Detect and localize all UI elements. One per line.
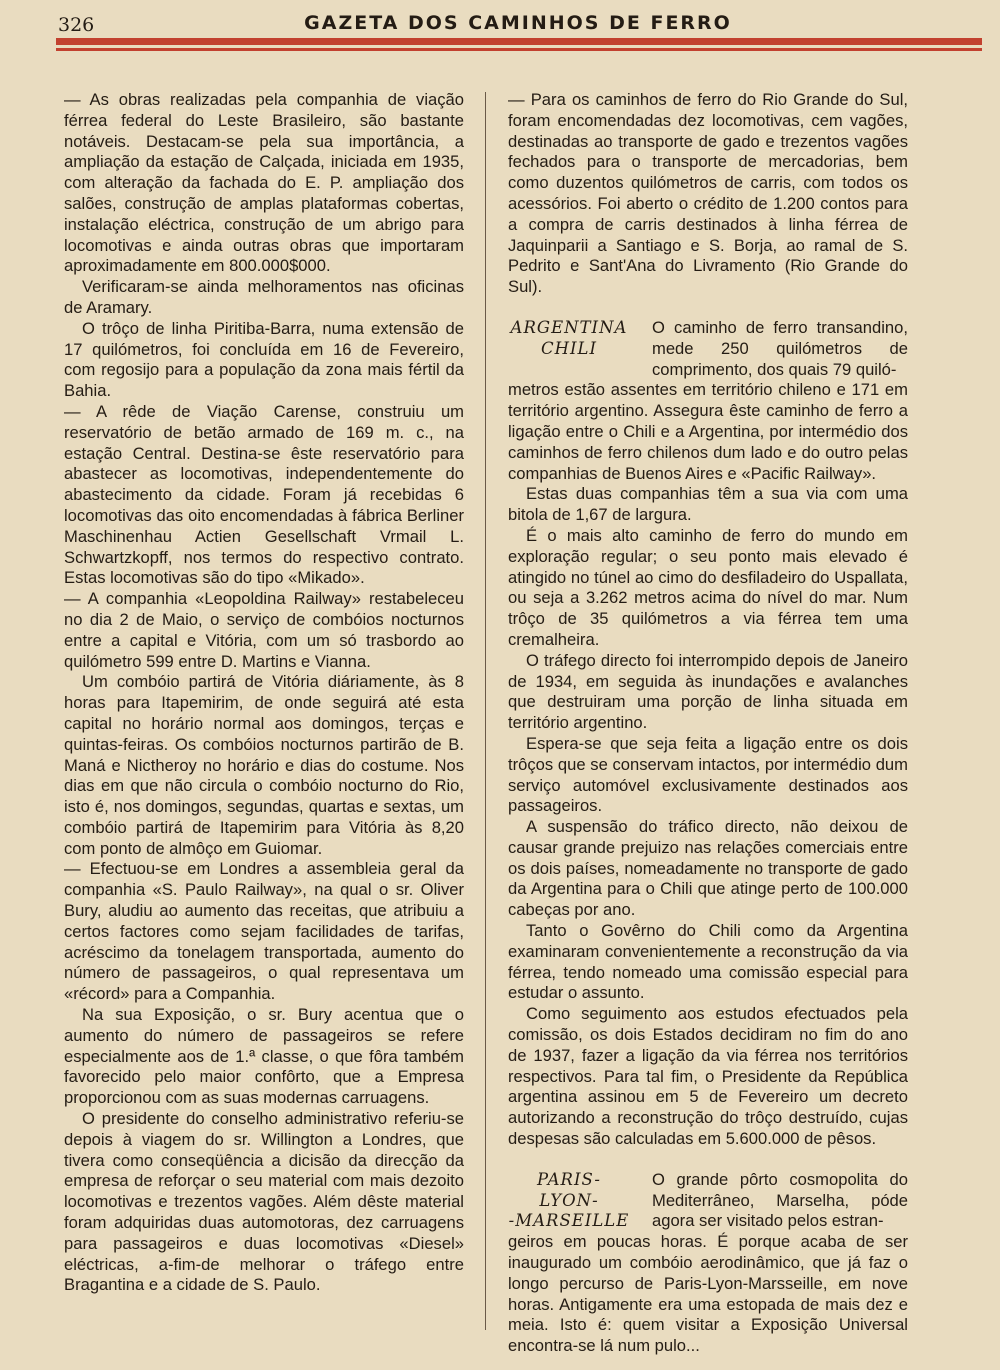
header-rule-thick [56, 38, 982, 45]
page-number: 326 [58, 14, 95, 36]
section-heading [508, 318, 630, 380]
article-paragraph: Espera-se que seja feita a ligação entre os dois trôços que se conservam intactos, por intermédio dum serviço automóvel exclusivamente destinados aos passageiros. [508, 733, 908, 816]
article-paragraph: Verificaram-se ainda melhoramentos nas oficinas de Aramary. [64, 277, 464, 317]
article-paragraph: A suspensão do tráfico directo, não deixou de causar grande prejuizo nas relações comerciais entre os dois países, nomeadamente no transporte de gado da Argentina para o Chili que atinge perto de 100.000 cabeças por ano. [508, 817, 908, 920]
section-heading-line: -MARSEILLE [508, 1211, 630, 1231]
section-heading-line: PARIS-LYON- [537, 1169, 601, 1210]
article-paragraph: — As obras realizadas pela companhia de viação férrea federal do Leste Brasileiro, são bastante notáveis. Destacam-se pela sua importância, a ampliação da estação de Calçada, iniciada em 1935, com alteração da fachada do E. P. ampliação dos salões, construção de amplas plataformas cobertas, instalação eléctrica, construção de um abrigo para locomotivas e ainda outras obras que importaram aproximadamente em 800.000$000. [64, 90, 464, 276]
article-paragraph: — Para os caminhos de ferro do Rio Grande do Sul, foram encomendadas dez locomotivas, cem vagões, destinadas ao transporte de gado e trezentos vagões fechados para o transporte de mercadorias, bem como duzentos quilómetros de carris, com todos os acessórios. Foi aberto o crédito de 1.200 contos para a compra de carris destinados à linha férrea de Jaquinparii a Santiago e S. Borja, ao ramal de S. Pedrito e Sant'Ana do Livramento (Rio Grande do Sul). [508, 90, 908, 297]
article-paragraph: O tráfego directo foi interrompido depois de Janeiro de 1934, em seguida às inundações e avalanches que destruiram uma porção de linha situada em território argentino. [508, 650, 908, 733]
article-paragraph: metros estão assentes em território chileno e 171 em território argentino. Assegura êste caminho de ferro a ligação entre o Chili e a Argentina, por intermédio dos caminhos de ferro chilenos dum lado e do outro pelas companhias de Buenos Aires e «Pacific Railway». [508, 380, 908, 483]
article-paragraph: Estas duas companhias têm a sua via com uma bitola de 1,67 de largura. [508, 484, 908, 525]
column-divider [485, 92, 486, 1330]
article-paragraph: O trôço de linha Piritiba-Barra, numa extensão de 17 quilómetros, foi concluída em 16 de Fevereiro, com regosijo para a população da zona mais fértil da Bahia. [64, 318, 464, 401]
section-argentina-chili [508, 318, 908, 380]
article-paragraph: — Efectuou-se em Londres a assembleia geral da companhia «S. Paulo Railway», na qual o sr. Oliver Bury, aludiu ao aumento das receitas, que atribuiu a certos factores como sejam facilidades de tarifas, acréscimo da tonelagem transportada, aumento do número de passageiros, o qual representava um «récord» para a Companhia. [64, 859, 464, 1004]
article-paragraph: Na sua Exposição, o sr. Bury acentua que o aumento do número de passageiros se refere especialmente aos de 1.ª classe, o que fôra também favorecido pelo maior confôrto, que a Empresa proporcionou com as suas modernas carruagens. [64, 1005, 464, 1108]
right-column [508, 90, 908, 1357]
journal-title: GAZETA DOS CAMINHOS DE FERRO [304, 12, 732, 34]
article-paragraph: Um combóio partirá de Vitória diáriamente, às 8 horas para Itapemirim, de onde seguirá até esta capital no horário normal aos domingos, terças e quintas-feiras. Os combóios nocturnos partirão de B. Maná e Nictheroy no horário e dias do costume. Nos dias em que não circula o combóio nocturno do Rio, isto é, nos domingos, segundas, quartas e sextas, um combóio partirá de Itapemirim para Vitória às 8,20 com ponto de almôço em Guiomar. [64, 672, 464, 858]
left-column [64, 90, 464, 1296]
article-paragraph: — A companhia «Leopoldina Railway» restabeleceu no dia 2 de Maio, o serviço de combóios nocturnos entre a capital e Vitória, com um só trasbordo ao quilómetro 599 entre D. Martins e Vianna. [64, 589, 464, 671]
header-rule-thin [56, 48, 982, 51]
section-lead-text: O caminho de ferro transandino, mede 250 quilómetros de comprimento, dos quais 79 quiló- [652, 317, 908, 379]
section-heading [508, 1170, 630, 1232]
section-heading-line: CHILI [540, 338, 597, 358]
article-paragraph: É o mais alto caminho de ferro do mundo em exploração regular; o seu ponto mais elevado é atingido no túnel ao cimo do desfiladeiro do Uspallata, ou seja a 3.262 metros acima do nível do mar. Num trôço de 35 quilómetros a via férrea tem uma cremalheira. [508, 525, 908, 649]
section-lead-text: O grande pôrto cosmopolita do Mediterrâneo, Marselha, póde agora ser visitado pelos estran- [652, 1169, 908, 1231]
article-paragraph: O presidente do conselho administrativo referiu-se depois à viagem do sr. Willington a Londres, que tivera como conseqüência a dicisão da direcção da empresa de reforçar o seu material com mais dezoito locomotivas e trezentos vagões. Além dêste material foram adquiridas duas automotoras, dez carruagens para passageiros e duas locomotivas «Diesel» eléctricas, a-fim-de melhorar o tráfego entre Bragantina e a cidade de S. Paulo. [64, 1109, 464, 1295]
section-heading-line: ARGENTINA [510, 317, 628, 337]
article-paragraph: Tanto o Govêrno do Chili como da Argentina examinaram convenientemente a reconstrução da via férrea, tendo nomeado uma comissão especial para estudar o assunto. [508, 921, 908, 1003]
page-header [58, 10, 978, 38]
article-paragraph: geiros em poucas horas. É porque acaba de ser inaugurado um combóio aerodinâmico, que já faz o longo percurso de Paris-Lyon-Marsseille, em nove horas. Antigamente era uma estopada de mais dez e meia. Isto é: quem visitar a Exposição Universal encontra-se lá num pulo... [508, 1232, 908, 1356]
article-paragraph: Como seguimento aos estudos efectuados pela comissão, os dois Estados decidiram no fim do ano de 1937, fazer a ligação da via férrea nos territórios respectivos. Para tal fim, o Presidente da República argentina assinou em 5 de Fevereiro um decreto autorizando a reconstrução do trôço destruído, cujas despesas são calculadas em 5.600.000 de pêsos. [508, 1004, 908, 1149]
article-paragraph: — A rêde de Viação Carense, construiu um reservatório de betão armado de 169 m. c., na estação Central. Destina-se êste reservatório para abastecer as locomotivas, independentemente do abastecimento da cidade. Foram já recebidas 6 locomotivas das oito encomendadas à fábrica Berliner Maschinenhau Actien Gesellschaft Vrmail L. Schwartzkopff, nos termos do respectivo contrato. Estas locomotivas são do tipo «Mikado». [64, 401, 464, 588]
section-paris-lyon-marseille [508, 1170, 908, 1232]
